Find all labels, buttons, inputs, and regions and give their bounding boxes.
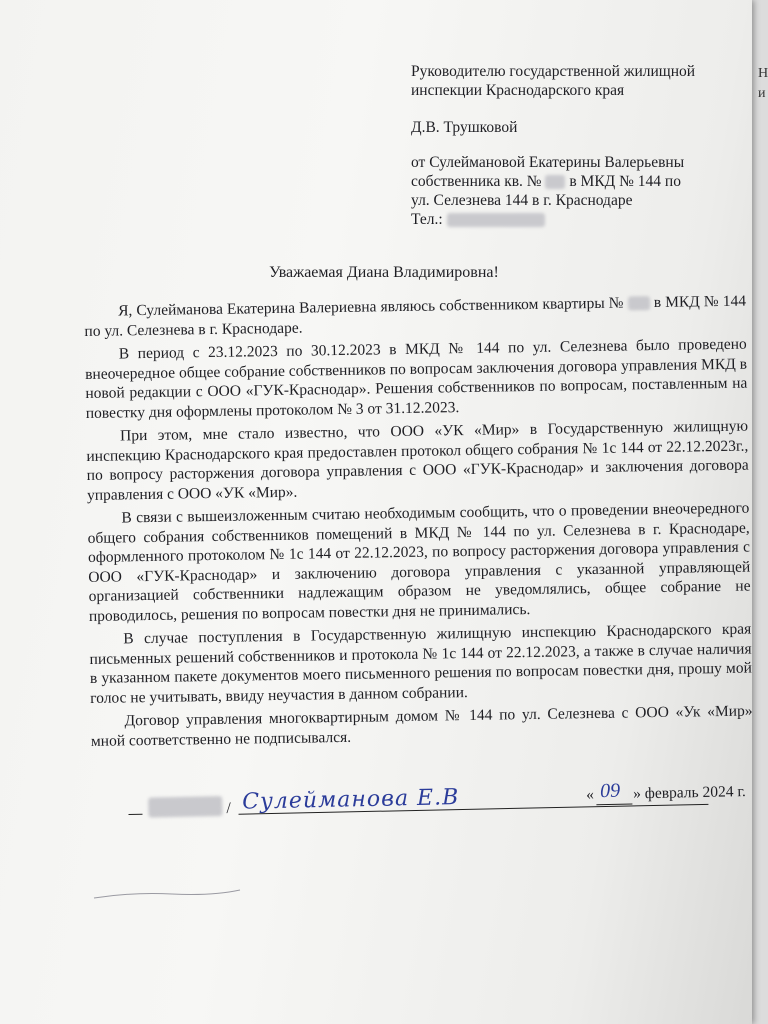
greeting: Уважаемая Диана Владимировна! [269,264,499,281]
background-sheet-fragment: Н [758,66,768,81]
redacted-apartment [545,175,565,189]
redacted-signature [148,796,222,818]
date-quote-open: « [586,786,595,804]
redacted-phone [447,213,545,227]
paragraph-2: В период с 23.12.2023 по 30.12.2023 в МКД № 144 по ул. Селезнева было проведено внеочередное общее собрание собственников по вопросам заключения договора управления МКД в новой редакции с ООО «ГУК-Краснодар». Решения собственников по вопросам, поставленным на повестку дня оформлены протоколом № 3 от 31.12.2023. [84,335,748,422]
signature-line [128,777,754,830]
date-month-year: » февраль 2024 г. [633,783,747,803]
addressee-name: Д.В. Трушковой [411,119,518,136]
sender-line2: собственника кв. № в МКД № 144 по [411,173,681,190]
redacted-apartment [628,297,650,311]
paragraph-4: В связи с вышеизложенным считаю необходимым сообщить, что о проведении внеочередного общего собрания собственников помещений в МКД № 144 по ул. Селезнева в г. Краснодаре, оформленного протоколом № 1с 144 от 22.12.2023, по вопросу расторжения договора управления с ООО «ГУК-Краснодар» и заключению договора управления с указанной управляющей организацией собственники надлежащим образом не уведомлялись, общее собрание не проводилось, решения по вопросам повестки дня не принимались. [87,499,751,625]
handwritten-day: 09 [599,779,621,803]
addressee-title-line1: Руководителю государственной жилищной [411,63,696,80]
addressee-block [411,62,741,229]
letter-body [84,292,753,755]
sender-line3: ул. Селезнева 144 в г. Краснодаре [411,192,633,209]
paragraph-1: Я, Сулейманова Екатерина Валериевна являюсь собственником квартиры № в МКД № 144 по ул. Селезнева в г. Краснодаре. [84,292,747,340]
handwritten-name: Сулейманова Е.В [242,785,460,815]
paragraph-3: При этом, мне стало известно, что ООО «УК «Мир» в Государственную жилищную инспекцию Краснодарского края предоставлен протокол общего собрания № 1с 144 от 22.12.2023г., по вопросу расторжения договора управления с ООО «ГУК-Краснодар» и заключения договора управления с ООО «УК «Мир». [86,417,749,504]
sender-phone: Тел.: [411,210,741,229]
paragraph-5: В случае поступления в Государственную жилищную инспекцию Краснодарского края письменных решений собственников и протокола № 1с 144 от 22.12.2023, а также в случае наличия в указанном пакете документов моего письменного решения по вопросам повестки дня, прошу мой голос не учитывать, ввиду неучастия в данном собрании. [89,620,752,707]
sender-line1: от Сулеймановой Екатерины Валерьевны [411,154,685,171]
addressee-title-line2: инспекции Краснодарского края [411,82,625,99]
pen-mark [92,888,242,900]
signature-leader-line [129,814,143,815]
signature-separator: / [226,799,232,817]
background-sheet-fragment: и [758,86,766,101]
paragraph-6: Договор управления многоквартирным домом № 144 по ул. Селезнева с ООО «Ук «Мир» мной соответственно не подписывался. [90,702,753,750]
